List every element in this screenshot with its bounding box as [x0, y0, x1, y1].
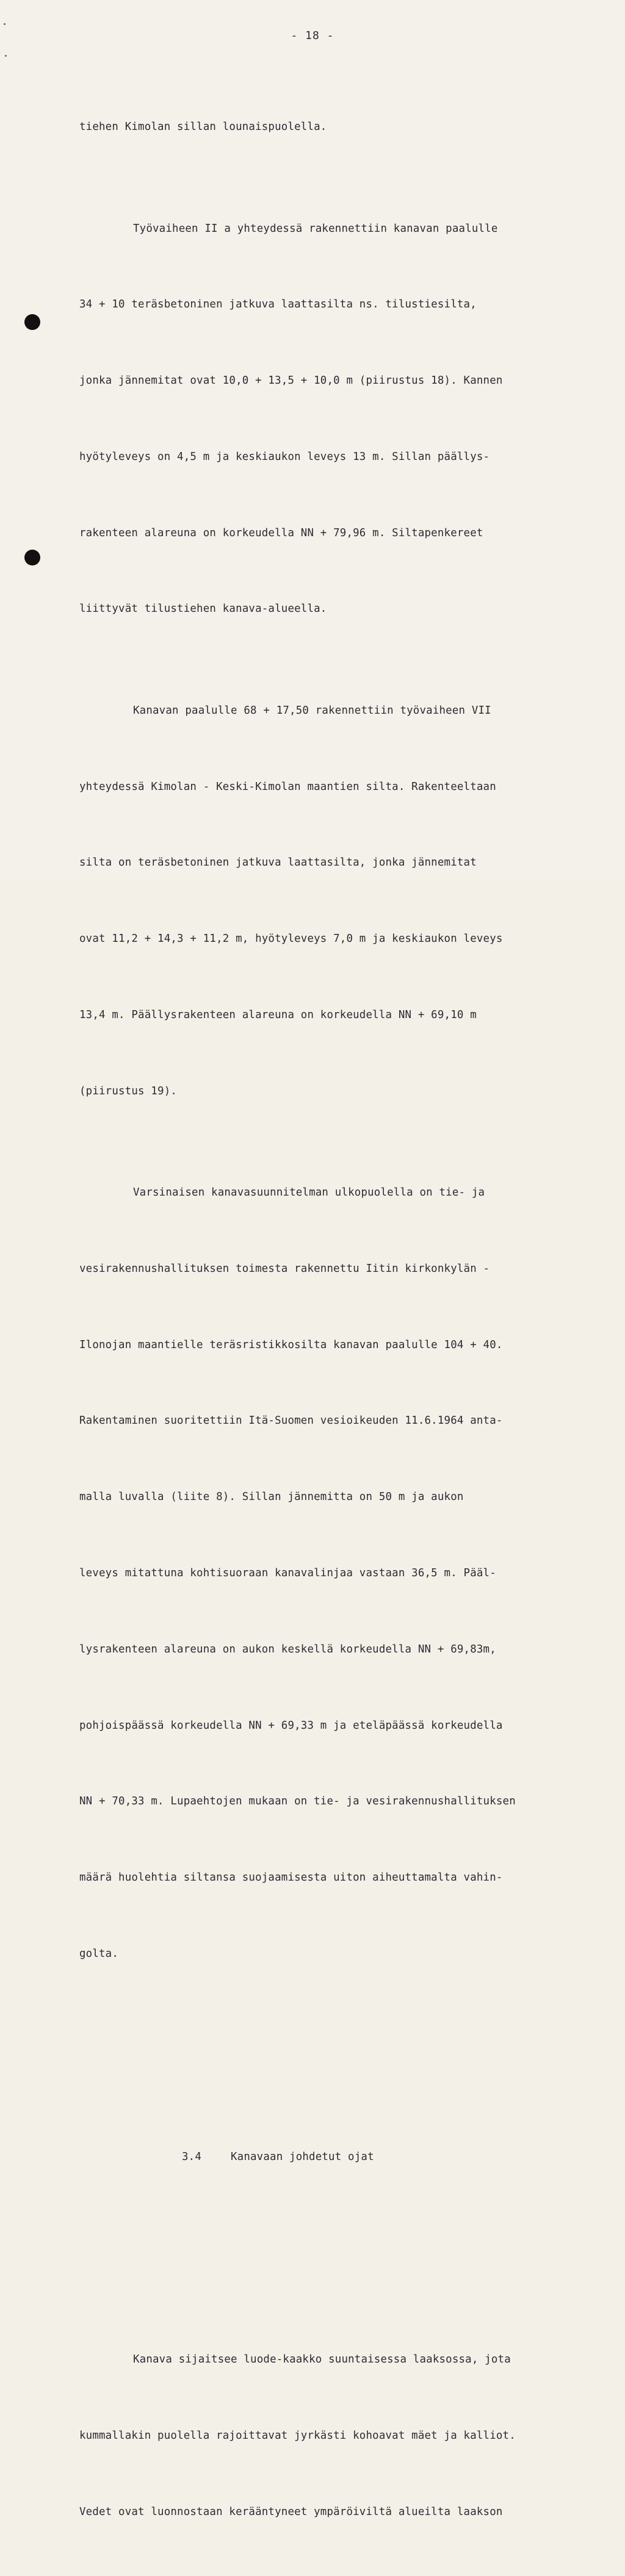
blank-line: [79, 2246, 598, 2272]
margin-mark: [5, 55, 7, 57]
margin-mark: [4, 23, 5, 25]
body-text: [79, 64, 598, 2576]
text-line: Kanava sijaitsee luode-kaakko suuntaisessa laaksossa, jota: [133, 2353, 511, 2366]
text-line: leveys mitattuna kohtisuoraan kanavalinjaa vastaan 36,5 m. Pääl-: [79, 1567, 496, 1580]
text-line: määrä huolehtia siltansa suojaamisesta uiton aiheuttamalta vahin-: [79, 1871, 503, 1884]
text-line: lysrakenteen alareuna on aukon keskellä korkeudella NN + 69,83m,: [79, 1643, 496, 1656]
text-line: tiehen Kimolan sillan lounaispuolella.: [79, 121, 327, 134]
page-number: - 18 -: [291, 29, 334, 42]
text-line: liittyvät tilustiehen kanava-alueella.: [79, 603, 327, 615]
text-line: Rakentaminen suoritettiin Itä-Suomen vesioikeuden 11.6.1964 anta-: [79, 1415, 503, 1427]
text-line: vesirakennushallituksen toimesta rakennettu Iitin kirkonkylän -: [79, 1262, 490, 1275]
text-line: yhteydessä Kimolan - Keski-Kimolan maantien silta. Rakenteeltaan: [79, 780, 496, 793]
text-line: golta.: [79, 1947, 119, 1960]
text-line: pohjoispäässä korkeudella NN + 69,33 m ja eteläpäässä korkeudella: [79, 1719, 503, 1732]
section-number: 3.4: [182, 2150, 202, 2163]
text-line: (piirustus 19).: [79, 1085, 178, 1097]
text-line: rakenteen alareuna on korkeudella NN + 79,96 m. Siltapenkereet: [79, 526, 483, 539]
text-line: NN + 70,33 m. Lupaehtojen mukaan on tie- ja vesirakennushallituksen: [79, 1795, 516, 1808]
text-line: hyötyleveys on 4,5 m ja keskiaukon leveys 13 m. Sillan päällys-: [79, 450, 490, 463]
text-line: Kanavan paalulle 68 + 17,50 rakennettiin työvaiheen VII: [133, 704, 491, 717]
section-title: Kanavaan johdetut ojat: [231, 2150, 374, 2163]
text-line: Työvaiheen II a yhteydessä rakennettiin kanavan paalulle: [133, 222, 498, 235]
text-line: silta on teräsbetoninen jatkuva laattasilta, jonka jännemitat: [79, 856, 477, 869]
text-line: jonka jännemitat ovat 10,0 + 13,5 + 10,0 m (piirustus 18). Kannen: [79, 375, 503, 387]
text-line: 34 + 10 teräsbetoninen jatkuva laattasilta ns. tilustiesilta,: [79, 298, 477, 311]
text-line: Varsinaisen kanavasuunnitelman ulkopuolella on tie- ja: [133, 1186, 485, 1199]
text-line: Ilonojan maantielle teräsristikkosilta kanavan paalulle 104 + 40.: [79, 1338, 503, 1351]
text-line: malla luvalla (liite 8). Sillan jännemitta on 50 m ja aukon: [79, 1491, 464, 1504]
text-line: ovat 11,2 + 14,3 + 11,2 m, hyötyleveys 7,0 m ja keskiaukon leveys: [79, 933, 503, 945]
blank-line: [79, 2043, 598, 2068]
text-line: Vedet ovat luonnostaan kerääntyneet ympäröiviltä alueilta laakson: [79, 2506, 503, 2518]
section-heading: [79, 2145, 598, 2170]
text-line: kummallakin puolella rajoittavat jyrkästi kohoavat mäet ja kalliot.: [79, 2430, 516, 2442]
text-line: 13,4 m. Päällysrakenteen alareuna on korkeudella NN + 69,10 m: [79, 1008, 477, 1021]
punch-hole-bottom: [24, 550, 40, 565]
punch-hole-top: [24, 314, 40, 330]
